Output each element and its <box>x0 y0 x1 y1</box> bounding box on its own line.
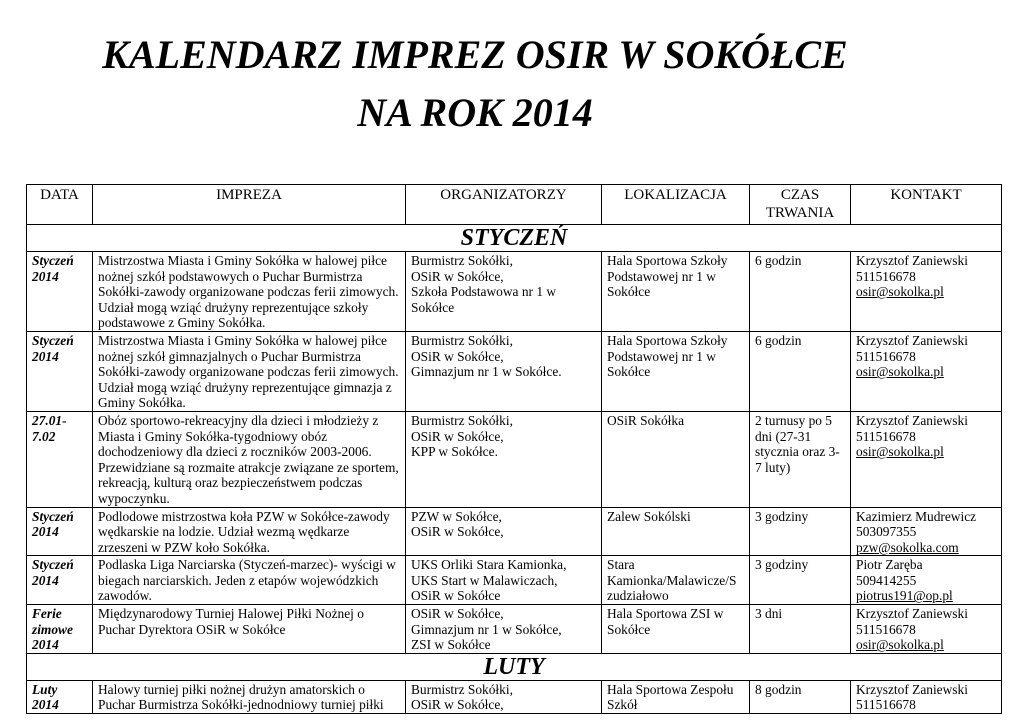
event-organizers <box>406 507 602 556</box>
event-description: Międzynarodowy Turniej Halowej Piłki Nożnej o Puchar Dyrektora OSiR w Sokółce <box>93 605 406 654</box>
contact-line: 511516678 <box>856 697 916 713</box>
organizer-line: Burmistrz Sokółki, <box>411 253 513 268</box>
event-date: Styczeń 2014 <box>27 252 93 332</box>
contact-line: Krzysztof Zaniewski <box>856 681 968 697</box>
contact-email: pzw@sokolka.com <box>856 539 959 555</box>
organizer-line: OSiR w Sokółce, <box>411 524 504 540</box>
event-description: Mistrzostwa Miasta i Gminy Sokółka w halowej piłce nożnej szkół gimnazjalnych o Puchar Burmistrza Sokółki-zawody organizowane podczas ferii zimowych. Udział mogą wziąć drużyny reprezentujące gimnazja z Gminy Sokółka. <box>93 331 406 411</box>
organizer-line: UKS Orliki Stara Kamionka, <box>411 557 567 573</box>
organizer-line: OSiR w Sokółce <box>411 588 501 604</box>
table-row <box>27 252 1002 332</box>
contact-email: osir@sokolka.pl <box>856 284 944 300</box>
contact-line: Kazimierz Mudrewicz <box>856 508 977 524</box>
event-duration: 3 godziny <box>750 507 851 556</box>
event-duration: 3 godziny <box>750 556 851 605</box>
table-row <box>27 605 1002 654</box>
organizer-line: OSiR w Sokółce, <box>411 268 504 284</box>
event-duration: 3 dni <box>750 605 851 654</box>
event-description: Obóz sportowo-rekreacyjny dla dzieci i młodzieży z Miasta i Gminy Sokółka-tygodniowy obóz dochodzeniowy dla dzieci z roczników 2003-2006. Przewidziane są rozmaite atrakcje związane ze sportem, rekreacją, kulturą oraz bezpieczeństwem podczas wypoczynku. <box>93 411 406 507</box>
header-organizatorzy: ORGANIZATORZY <box>406 185 602 225</box>
event-contact <box>851 556 1002 605</box>
header-lokalizacja: LOKALIZACJA <box>602 185 750 225</box>
organizer-line: ZSI w Sokółce <box>411 637 491 653</box>
event-contact <box>851 605 1002 654</box>
organizer-line: Burmistrz Sokółki, <box>411 681 513 697</box>
event-date: Styczeń 2014 <box>27 331 93 411</box>
contact-line: Krzysztof Zaniewski <box>856 412 968 428</box>
contact-line: 511516678 <box>856 348 916 364</box>
contact-line: 509414255 <box>856 572 917 588</box>
event-contact <box>851 252 1002 332</box>
contact-email: osir@sokolka.pl <box>856 637 944 653</box>
event-location: Hala Sportowa ZSI w Sokółce <box>602 605 750 654</box>
contact-line: Krzysztof Zaniewski <box>856 332 968 348</box>
organizer-line: Szkoła Podstawowa nr 1 w Sokółce <box>411 284 557 315</box>
event-contact <box>851 507 1002 556</box>
header-impreza: IMPREZA <box>93 185 406 225</box>
event-location: Hala Sportowa Szkoły Podstawowej nr 1 w Sokółce <box>602 252 750 332</box>
event-date: Ferie zimowe 2014 <box>27 605 93 654</box>
organizer-line: KPP w Sokółce. <box>411 444 498 460</box>
event-contact <box>851 411 1002 507</box>
contact-email: piotrus191@op.pl <box>856 588 953 604</box>
month-row <box>27 653 1002 680</box>
event-description: Halowy turniej piłki nożnej drużyn amatorskich o Puchar Burmistrza Sokółki-jednodniowy turniej piłki <box>93 680 406 713</box>
contact-line: Krzysztof Zaniewski <box>856 253 968 268</box>
event-duration: 6 godzin <box>750 252 851 332</box>
event-duration: 2 turnusy po 5 dni (27-31 stycznia oraz 3-7 luty) <box>750 411 851 507</box>
table-row <box>27 411 1002 507</box>
contact-email: osir@sokolka.pl <box>856 444 944 460</box>
event-location: Hala Sportowa Zespołu Szkół <box>602 680 750 713</box>
organizer-line: Gimnazjum nr 1 w Sokółce, <box>411 621 562 637</box>
table-row <box>27 680 1002 713</box>
contact-line: 511516678 <box>856 621 916 637</box>
organizer-line: OSiR w Sokółce, <box>411 428 504 444</box>
event-organizers <box>406 411 602 507</box>
events-table <box>26 184 1002 714</box>
contact-email: osir@sokolka.pl <box>856 364 944 380</box>
event-description: Mistrzostwa Miasta i Gminy Sokółka w halowej piłce nożnej szkół podstawowych o Puchar Burmistrza Sokółki-zawody organizowane podczas ferii zimowych. Udział mogą wziąć drużyny reprezentujące szkoły podstawowe z Gminy Sokółka. <box>93 252 406 332</box>
event-organizers <box>406 252 602 332</box>
organizer-line: OSiR w Sokółce, <box>411 606 504 622</box>
event-description: Podlaska Liga Narciarska (Styczeń-marzec)- wyścigi w biegach narciarskich. Jeden z etapów wojewódzkich zawodów. <box>93 556 406 605</box>
event-date: Styczeń 2014 <box>27 507 93 556</box>
event-duration: 6 godzin <box>750 331 851 411</box>
organizer-line: Gimnazjum nr 1 w Sokółce. <box>411 364 562 380</box>
page-title-line-1: KALENDARZ IMPREZ OSIR W SOKÓŁCE <box>102 32 848 77</box>
month-heading: LUTY <box>27 653 1002 680</box>
month-row <box>27 225 1002 252</box>
table-row <box>27 556 1002 605</box>
table-header-row <box>27 185 1002 225</box>
header-czas-trwania: CZAS TRWANIA <box>750 185 851 225</box>
header-kontakt: KONTAKT <box>851 185 1002 225</box>
contact-line: Krzysztof Zaniewski <box>856 606 968 622</box>
organizer-line: OSiR w Sokółce, <box>411 697 504 713</box>
event-contact <box>851 680 1002 713</box>
organizer-line: Burmistrz Sokółki, <box>411 412 513 428</box>
organizer-line: Burmistrz Sokółki, <box>411 332 513 348</box>
contact-line: 511516678 <box>856 268 916 284</box>
event-location: Zalew Sokólski <box>602 507 750 556</box>
month-heading: STYCZEŃ <box>27 225 1002 252</box>
event-organizers <box>406 331 602 411</box>
organizer-line: PZW w Sokółce, <box>411 508 502 524</box>
contact-line: 511516678 <box>856 428 916 444</box>
contact-line: Piotr Zaręba <box>856 557 923 573</box>
table-row <box>27 331 1002 411</box>
event-location: Stara Kamionka/Malawicze/S zudziałowo <box>602 556 750 605</box>
organizer-line: UKS Start w Malawiczach, <box>411 572 558 588</box>
event-description: Podlodowe mistrzostwa koła PZW w Sokółce-zawody wędkarskie na lodzie. Udział wezmą wędkarze zrzeszeni w PZW koło Sokółka. <box>93 507 406 556</box>
table-row <box>27 507 1002 556</box>
header-data: DATA <box>27 185 93 225</box>
event-date: Luty 2014 <box>27 680 93 713</box>
event-location: Hala Sportowa Szkoły Podstawowej nr 1 w Sokółce <box>602 331 750 411</box>
event-organizers <box>406 605 602 654</box>
organizer-line: OSiR w Sokółce, <box>411 348 504 364</box>
event-date: Styczeń 2014 <box>27 556 93 605</box>
page-title-line-2: NA ROK 2014 <box>357 90 593 135</box>
event-date: 27.01-7.02 <box>27 411 93 507</box>
event-organizers <box>406 680 602 713</box>
event-contact <box>851 331 1002 411</box>
event-duration: 8 godzin <box>750 680 851 713</box>
event-location: OSiR Sokółka <box>602 411 750 507</box>
contact-line: 503097355 <box>856 524 917 540</box>
event-organizers <box>406 556 602 605</box>
